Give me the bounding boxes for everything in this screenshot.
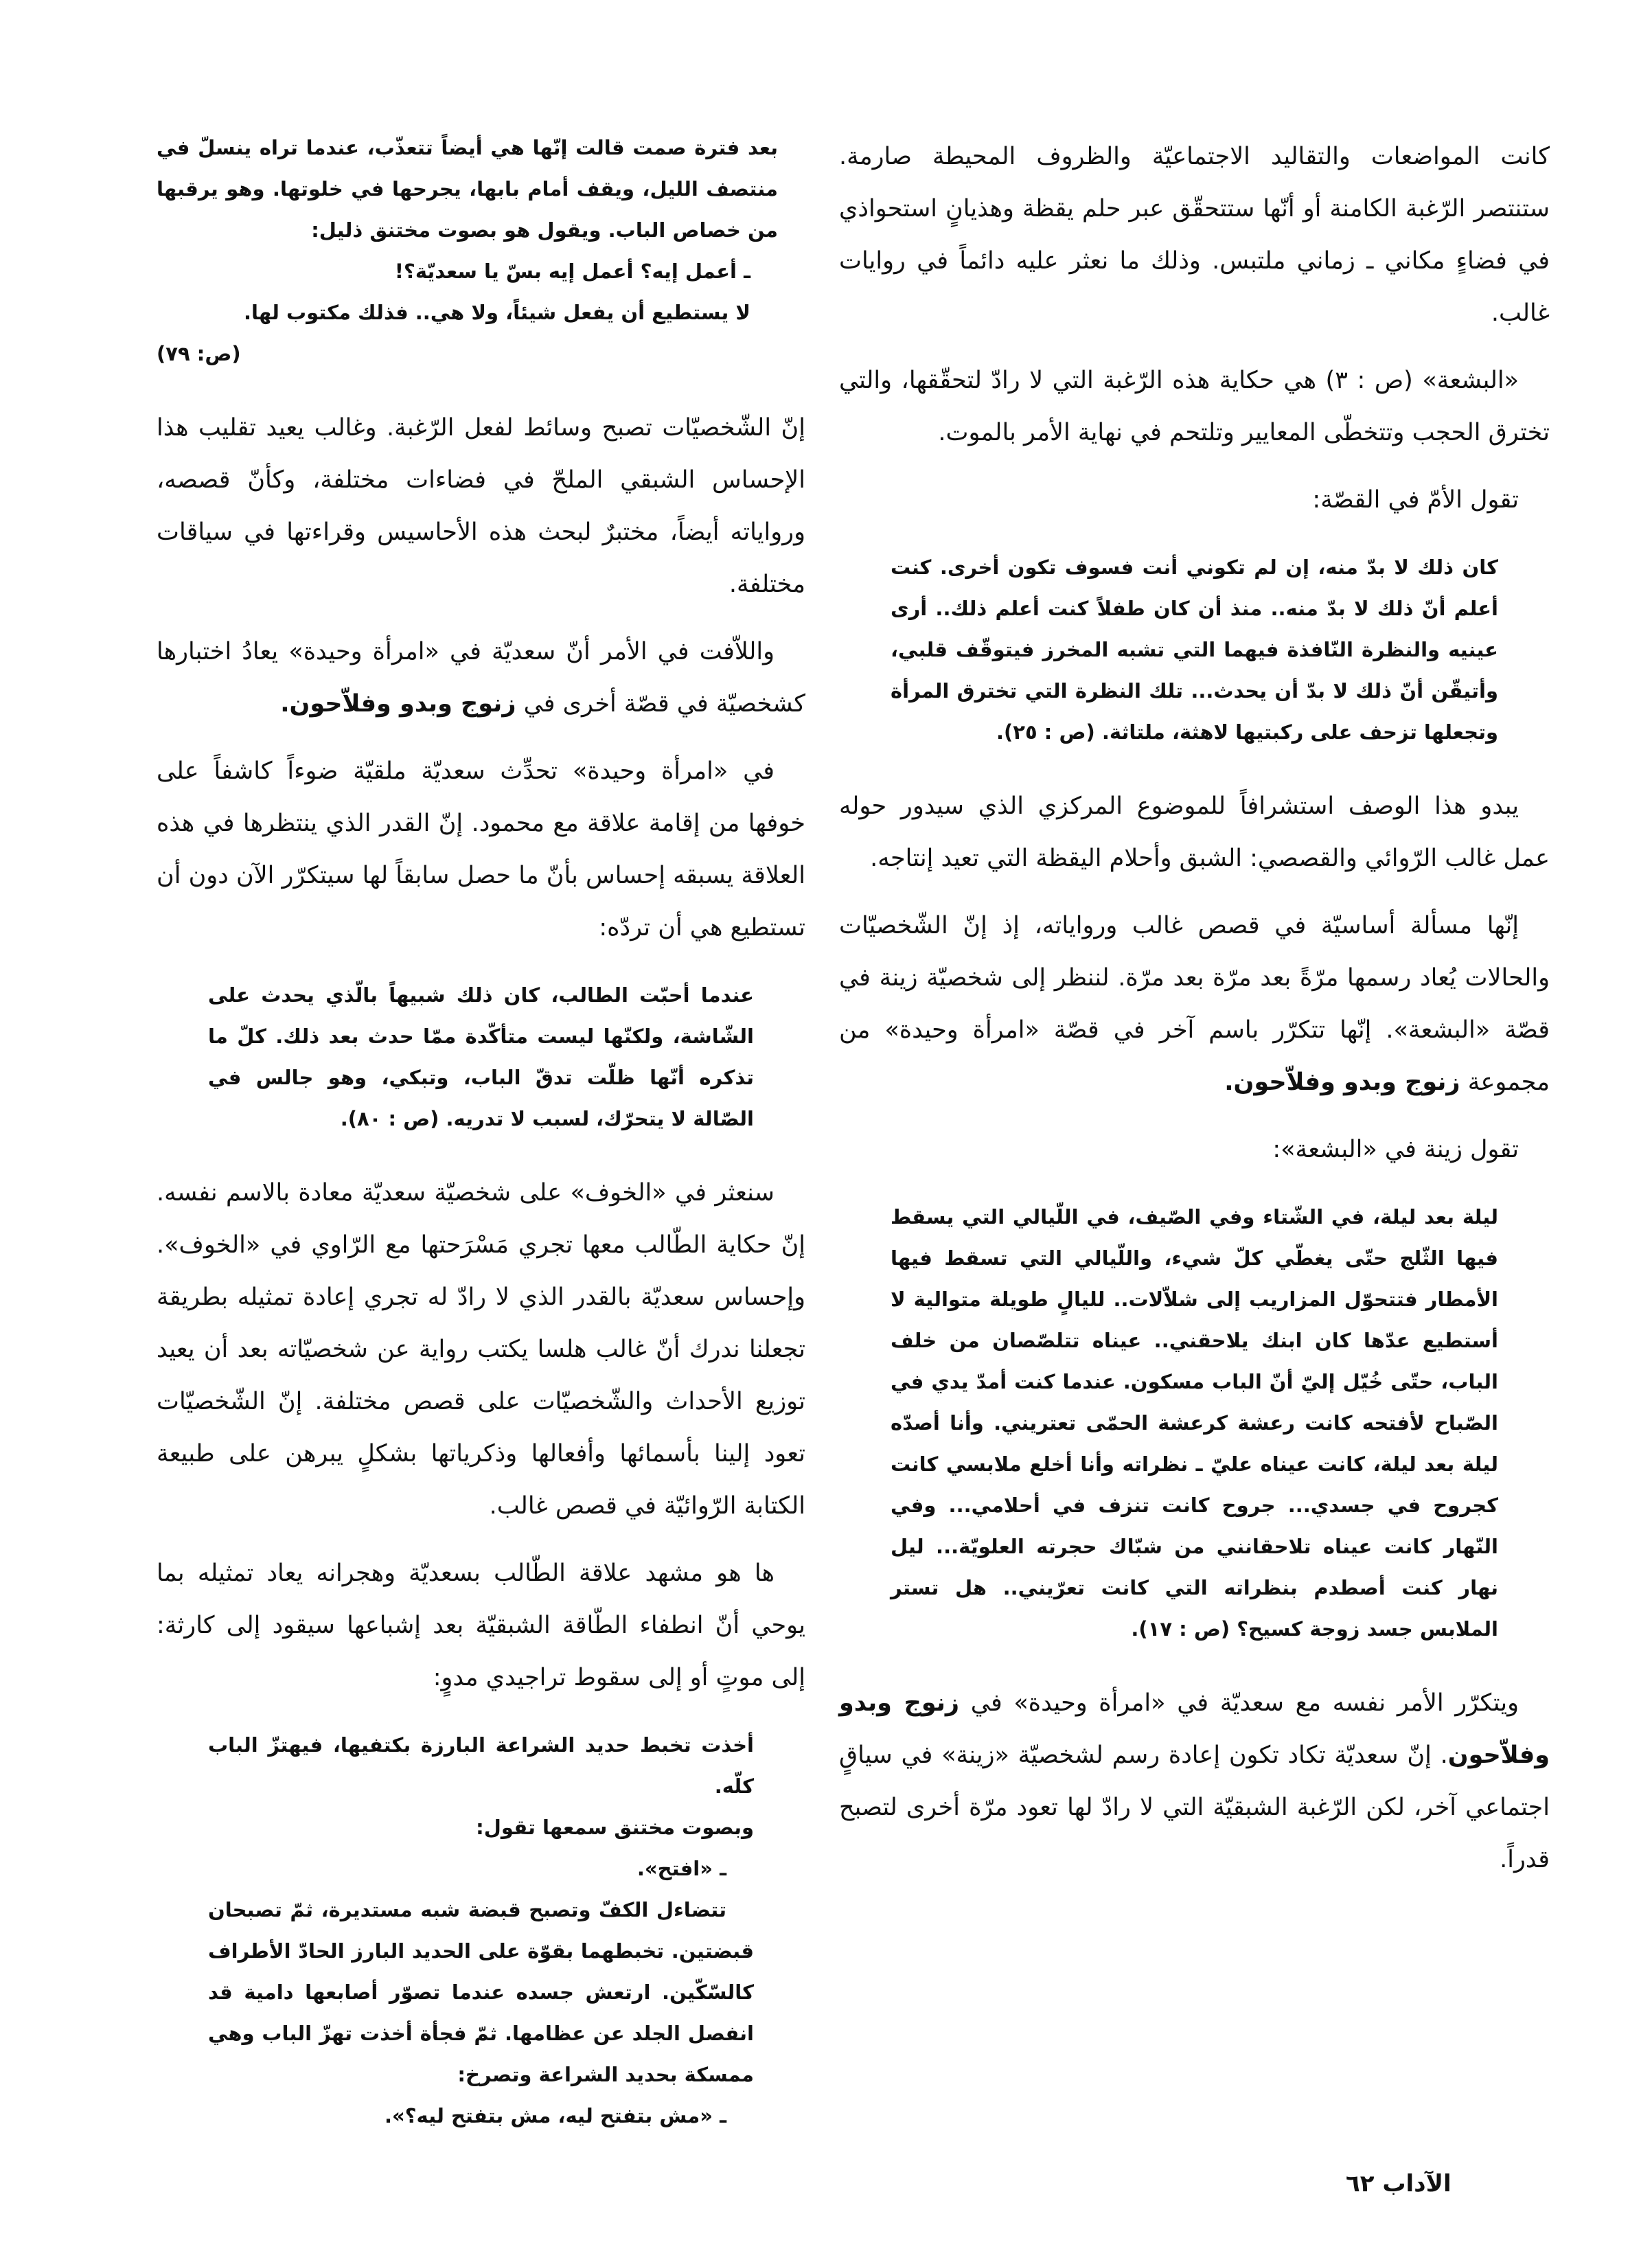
quote-line: عندما أحبّت الطالب، كان ذلك شبيهاً بالّذي يحدث على الشّاشة، ولكنّها ليست متأكّدة ممّا حدث بعد ذلك. كلّ ما تذكره أنّها ظلّت تدقّ الباب، وتبكي، وهو جالس في الصّالة لا يتحرّك، لسبب لا تدريه. (ص : ٨٠). <box>208 983 754 1130</box>
page-footer: الآداب ٦٢ <box>1346 2170 1452 2197</box>
text-segment: «البشعة» (ص : ٣) هي حكاية هذه الرّغبة التي لا رادّ لتحقّقها، والتي تخترق الحجب وتتخطّى المعايير وتلتحم في نهاية الأمر بالموت. <box>839 367 1550 446</box>
quote-line: لا يستطيع أن يفعل شيئاً، ولا هي.. فذلك مكتوب لها. <box>243 301 750 324</box>
block-quote <box>891 547 1498 753</box>
block-quote <box>208 974 754 1139</box>
text-segment: تقول الأمّ في القصّة: <box>1312 486 1519 514</box>
block-quote <box>157 127 778 374</box>
quote-line: تتضاءل الكفّ وتصبح قبضة شبه مستديرة، ثمّ تصبحان قبضتين. تخبطهما بقوّة على الحديد البارز الحادّ الأطراف كالسّكّين. ارتعش جسده عندما تصوّر أصابعها دامية قد انفصل الجلد عن عظامها. ثمّ فجأة أخذت تهزّ الباب وهي ممسكة بحديد الشراعة وتصرخ: <box>208 1898 754 2086</box>
text-segment: يبدو هذا الوصف استشرافاً للموضوع المركزي الذي سيدور حوله عمل غالب الرّوائي والقصصي: الشبق وأحلام اليقظة التي تعيد إنتاجه. <box>839 792 1550 872</box>
book-title: زنوج وبدو وفلاّحون <box>839 1689 1550 1769</box>
text-segment: . إنّ سعديّة تكاد تكون إعادة رسم لشخصيّة «زينة» في سياقٍ اجتماعي آخر، لكن الرّغبة الشبقيّة التي لا رادّ لها تعود مرّة أخرى لتصبح قدراً. <box>839 1742 1550 1873</box>
text-segment: سنعثر في «الخوف» على شخصيّة سعديّة معادة بالاسم نفسه. إنّ حكاية الطّالب معها تجري مَسْرَحتها مع الرّاوي في «الخوف». وإحساس سعديّة بالقدر الذي لا رادّ له تجري إعادة تمثيله بطريقة تجعلنا ندرك أنّ غالب هلسا يكتب رواية عن شخصيّاته بعد أن يعيد توزيع الأحداث والشّخصيّات على قصص مختلفة. إنّ الشّخصيّات تعود إلينا بأسمائها وأفعالها وذكرياتها بشكلٍ يبرهن على طبيعة الكتابة الرّوائيّة في قصص غالب. <box>157 1179 805 1520</box>
quote-line: وبصوت مختنق سمعها تقول: <box>476 1816 754 1839</box>
paragraph <box>157 745 805 954</box>
paragraph <box>839 474 1550 526</box>
paragraph <box>839 130 1550 339</box>
page-citation: (ص: ٧٩) <box>157 342 241 365</box>
paragraph <box>839 354 1550 459</box>
paragraph <box>839 1677 1550 1886</box>
text-segment: تقول زينة في «البشعة»: <box>1272 1136 1519 1163</box>
paragraph <box>157 402 805 610</box>
quote-line: كان ذلك لا بدّ منه، إن لم تكوني أنت فسوف تكون أخرى. كنت أعلم أنّ ذلك لا بدّ منه.. منذ أن كان طفلاً كنت أعلم ذلك.. أرى عينيه والنظرة النّافذة فيهما التي تشبه المخرز فيتوقّف قلبي، وأتيقّن أنّ ذلك لا بدّ أن يحدث... تلك النظرة التي تخترق المرأة وتجعلها تزحف على ركبتيها لاهثة، ملتاثة. (ص : ٢٥). <box>891 556 1498 744</box>
paragraph <box>157 626 805 730</box>
text-segment: إنّ الشّخصيّات تصبح وسائط لفعل الرّغبة. وغالب يعيد تقليب هذا الإحساس الشبقي الملحّ في فضاءات مختلفة، وكأنّ قصصه، ورواياته أيضاً، مختبرٌ لبحث هذه الأحاسيس وقراءتها في سياقات مختلفة. <box>157 414 805 598</box>
text-segment: ويتكرّر الأمر نفسه مع سعديّة في «امرأة وحيدة» في <box>959 1689 1519 1717</box>
left-column <box>157 127 805 2164</box>
quote-line: ـ «مش بتفتح ليه، مش بتفتح ليه؟». <box>384 2104 726 2127</box>
text-segment: ها هو مشهد علاقة الطّالب بسعديّة وهجرانه يعاد تمثيله بما يوحي أنّ انطفاء الطّاقة الشبقيّة بعد إشباعها سيقود إلى كارثة: إلى موتٍ أو إلى سقوط تراجيدي مدوٍ: <box>157 1560 805 1691</box>
book-title: زنوج وبدو وفلاّحون. <box>1224 1069 1460 1096</box>
text-segment: إنّها مسألة أساسيّة في قصص غالب ورواياته، إذ إنّ الشّخصيّات والحالات يُعاد رسمها مرّةً بعد مرّة بعد مرّة. لننظر إلى شخصيّة زينة في قصّة «البشعة». إنّها تتكرّر باسم آخر في قصّة «امرأة وحيدة» من مجموعة <box>839 912 1550 1096</box>
block-quote <box>208 1724 754 2136</box>
quote-line: أخذت تخبط حديد الشراعة البارزة بكتفيها، فيهتزّ الباب كلّه. <box>208 1733 754 1798</box>
paragraph <box>839 900 1550 1108</box>
paragraph <box>839 780 1550 884</box>
right-column <box>839 130 1550 1901</box>
block-quote <box>891 1196 1498 1649</box>
text-segment: في «امرأة وحيدة» تحدِّث سعديّة ملقيّة ضوءاً كاشفاً على خوفها من إقامة علاقة مع محمود. إنّ القدر الذي ينتظرها في هذه العلاقة يسبقه إحساس بأنّ ما حصل سابقاً لها سيتكرّر الآن دون أن تستطيع هي أن تردّه: <box>157 757 805 941</box>
text-segment: كانت المواضعات والتقاليد الاجتماعيّة والظروف المحيطة صارمة. ستنتصر الرّغبة الكامنة أو أنّها ستتحقّق عبر حلم يقظة وهذيانٍ استحواذي في فضاءٍ مكاني ـ زماني ملتبس. وذلك ما نعثر عليه دائماً في روايات غالب. <box>839 143 1550 327</box>
paragraph <box>839 1123 1550 1176</box>
quote-line: ليلة بعد ليلة، في الشّتاء وفي الصّيف، في اللّيالي التي يسقط فيها الثّلج حتّى يغطّي كلّ شيء، واللّيالي التي تسقط فيها الأمطار فتتحوّل المزاريب إلى شلاّلات.. لليالٍ طويلة متوالية لا أستطيع عدّها كان ابنك يلاحقني.. عيناه تتلصّصان من خلف الباب، حتّى خُيّل إليّ أنّ الباب مسكون. عندما كنت أمدّ يدي في الصّباح لأفتحه كانت رعشة كرعشة الحمّى تعتريني. وأنا أصدّه ليلة بعد ليلة، كانت عيناه عليّ ـ نظراته وأنا أخلع ملابسي كانت كجروح في جسدي... جروح كانت تنزف في أحلامي... وفي النّهار كانت عيناه تلاحقانني من شبّاك حجرته العلويّة... ليل نهار كنت أصطدم بنظراته التي كانت تعرّيني.. هل تستر الملابس جسد زوجة كسيح؟ (ص : ١٧). <box>891 1205 1498 1641</box>
quote-line: ـ أعمل إيه؟ أعمل إيه بسّ يا سعديّة؟! <box>394 260 750 283</box>
book-title: زنوج وبدو وفلاّحون. <box>280 690 516 718</box>
text-segment: واللاّفت في الأمر أنّ سعديّة في «امرأة وحيدة» يعادُ اختبارها كشخصيّة في قصّة أخرى في <box>157 638 805 718</box>
quote-line: بعد فترة صمت قالت إنّها هي أيضاً تتعذّب، عندما تراه ينسلّ في منتصف الليل، ويقف أمام بابها، يجرحها في خلوتها. وهو يرقبها من خصاص الباب. ويقول هو بصوت مختنق ذليل: <box>157 136 778 242</box>
paragraph <box>157 1167 805 1532</box>
quote-line: ـ «افتح». <box>636 1857 726 1880</box>
paragraph <box>157 1547 805 1704</box>
